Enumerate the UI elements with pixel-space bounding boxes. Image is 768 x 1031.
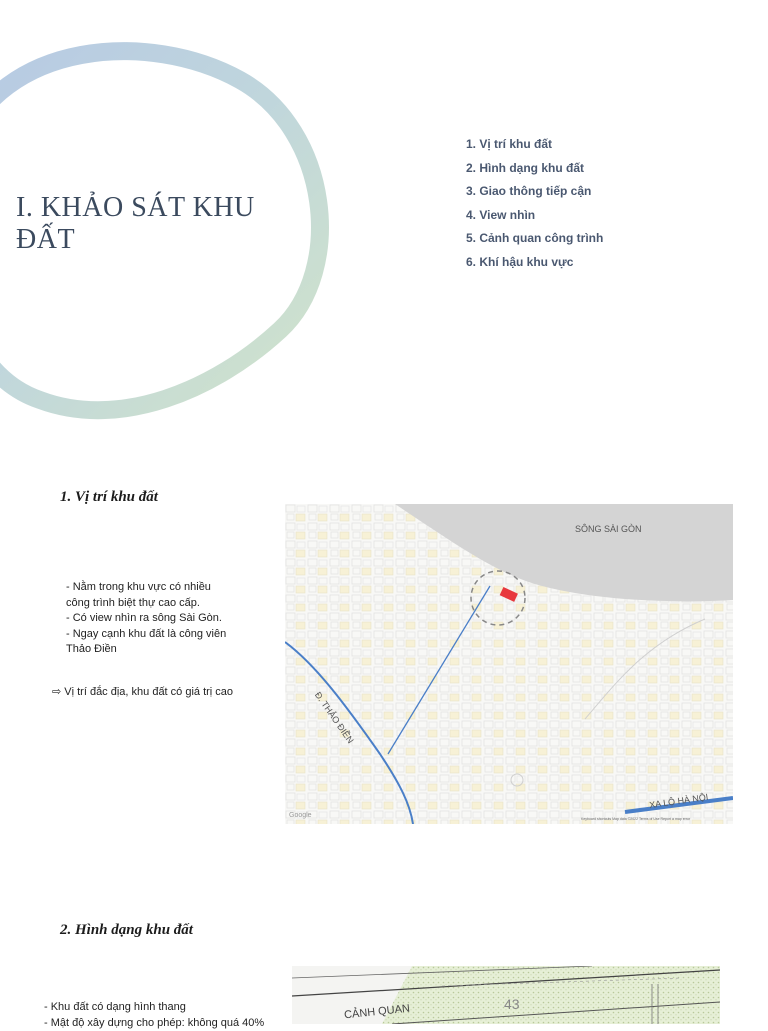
section2-bullets (44, 1000, 284, 1031)
section2-heading: 2. Hình dạng khu đất (60, 922, 193, 939)
street-label: Đ. THẢO ĐIỀN (313, 690, 356, 745)
river-label: SÔNG SÀI GÒN (575, 524, 642, 534)
bullet-line: - Có view nhìn ra sông Sài Gòn. (66, 611, 266, 627)
toc-item: 1. Vị trí khu đất (466, 136, 603, 160)
site-plan (292, 966, 720, 1024)
plan-dimension: 43 (504, 996, 520, 1012)
conclusion-text: Vị trí đắc địa, khu đất có giá trị cao (64, 686, 233, 698)
section1-heading: 1. Vị trí khu đất (60, 489, 158, 506)
bullet-line: - Ngay cạnh khu đất là công viên (66, 627, 266, 643)
arrow-icon: ⇨ (52, 686, 61, 698)
toc-item: 2. Hình dạng khu đất (466, 160, 603, 184)
section1-conclusion (52, 685, 233, 698)
map-watermark: Google (289, 812, 312, 819)
toc-item: 4. View nhìn (466, 207, 603, 231)
toc-item: 3. Giao thông tiếp cận (466, 183, 603, 207)
map-footer: Keyboard shortcuts Map data ©2022 Terms of Use Report a map error (581, 817, 690, 821)
section1-bullets (66, 580, 266, 658)
bullet-line: công trình biệt thự cao cấp. (66, 596, 266, 612)
location-map-graphic (285, 504, 733, 824)
section-title: I. KHẢO SÁT KHU ĐẤT (16, 192, 306, 256)
bullet-line: - Nằm trong khu vực có nhiều (66, 580, 266, 596)
bullet-line: - Mật độ xây dựng cho phép: không quá 40% (44, 1016, 284, 1031)
toc-item: 5. Cảnh quan công trình (466, 230, 603, 254)
bullet-line: Thảo Điền (66, 642, 266, 658)
highway-label: XA LỘ HÀ NỘI (649, 792, 709, 810)
bullet-line: - Khu đất có dạng hình thang (44, 1000, 284, 1016)
plan-label: CẢNH QUAN (344, 1003, 411, 1022)
table-of-contents (466, 136, 603, 278)
toc-item: 6. Khí hậu khu vực (466, 254, 603, 278)
location-map (285, 504, 733, 824)
